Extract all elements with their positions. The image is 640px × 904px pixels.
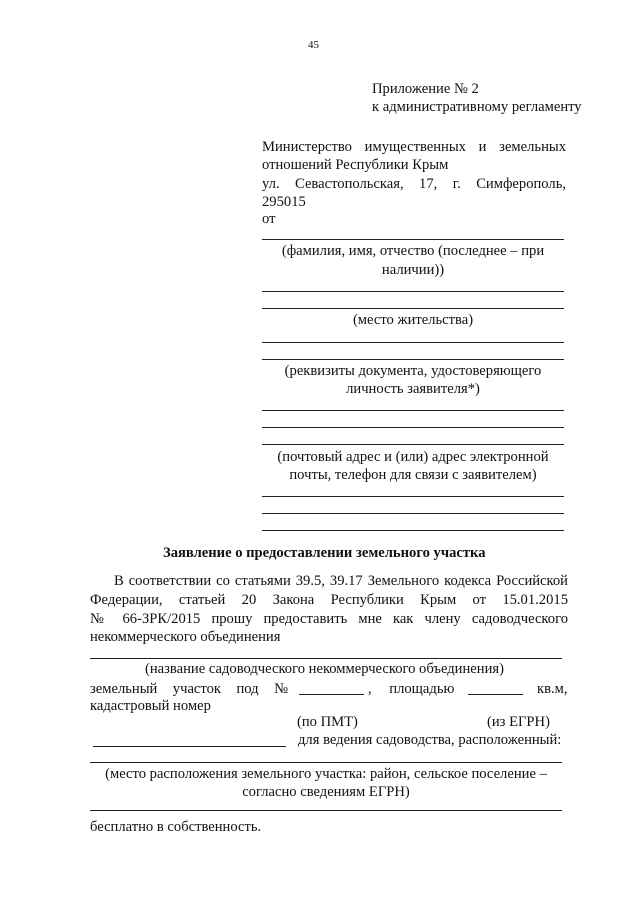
plot-area-unit: кв.м, <box>537 681 568 697</box>
body-line-2: Федерации, статьей 20 Закона Республики Крым от 15.01.2015 <box>90 592 568 608</box>
location-caption-1: (место расположения земельного участка: район, сельское поселение – <box>105 766 547 782</box>
cadastral-label: кадастровый номер <box>90 698 211 714</box>
document-line-2 <box>262 359 564 360</box>
contact-line-3 <box>262 444 564 445</box>
closing-text: бесплатно в собственность. <box>90 819 262 835</box>
cadastral-number-line <box>93 746 286 747</box>
body-line-1: В соответствии со статьями 39.5, 39.17 Земельного кодекса Российской <box>114 573 568 589</box>
residence-line-1 <box>262 291 564 292</box>
plot-area-label: , площадью <box>368 681 455 697</box>
egrn-caption: (из ЕГРН) <box>487 714 550 730</box>
location-line <box>90 762 562 763</box>
contact-caption-1: (почтовый адрес и (или) адрес электронной <box>277 449 549 465</box>
addressee-line-3: ул. Севастопольская, 17, г. Симферополь, <box>262 176 566 192</box>
document-caption-1: (реквизиты документа, удостоверяющего <box>284 363 542 379</box>
addressee-from: от <box>262 211 276 227</box>
appendix-line-1: Приложение № 2 <box>372 81 479 97</box>
contact-line-6 <box>262 530 564 531</box>
fio-caption-2: наличии)) <box>381 262 445 278</box>
document-caption-2: личность заявителя*) <box>346 381 480 397</box>
pmt-caption: (по ПМТ) <box>297 714 358 730</box>
plot-area-line <box>468 694 523 695</box>
fio-line <box>262 239 564 240</box>
residence-caption: (место жительства) <box>352 312 474 328</box>
addressee-line-2: отношений Республики Крым <box>262 157 449 173</box>
plot-number-line <box>299 694 364 695</box>
contact-line-4 <box>262 496 564 497</box>
document-title: Заявление о предоставлении земельного участка <box>163 545 486 561</box>
appendix-line-2: к административному регламенту <box>372 99 582 115</box>
residence-line-2 <box>262 308 564 309</box>
association-name-line <box>90 658 562 659</box>
contact-line-2 <box>262 427 564 428</box>
location-line-2 <box>90 810 562 811</box>
body-line-3: № 66-ЗРК/2015 прошу предоставить мне как члену садоводческого <box>90 611 568 627</box>
document-line-1 <box>262 342 564 343</box>
contact-line-1 <box>262 410 564 411</box>
contact-line-5 <box>262 513 564 514</box>
purpose-label: для ведения садоводства, расположенный: <box>298 732 562 748</box>
addressee-line-4: 295015 <box>262 194 306 210</box>
body-line-4: некоммерческого объединения <box>90 629 281 645</box>
plot-number-label: земельный участок под № <box>90 681 288 697</box>
location-caption-2: согласно сведениям ЕГРН) <box>242 784 410 800</box>
fio-caption-1: (фамилия, имя, отчество (последнее – при <box>281 243 545 259</box>
contact-caption-2: почты, телефон для связи с заявителем) <box>289 467 537 483</box>
addressee-line-1: Министерство имущественных и земельных <box>262 139 566 155</box>
association-caption: (название садоводческого некоммерческого объединения) <box>145 661 504 677</box>
page-number: 45 <box>308 39 319 51</box>
